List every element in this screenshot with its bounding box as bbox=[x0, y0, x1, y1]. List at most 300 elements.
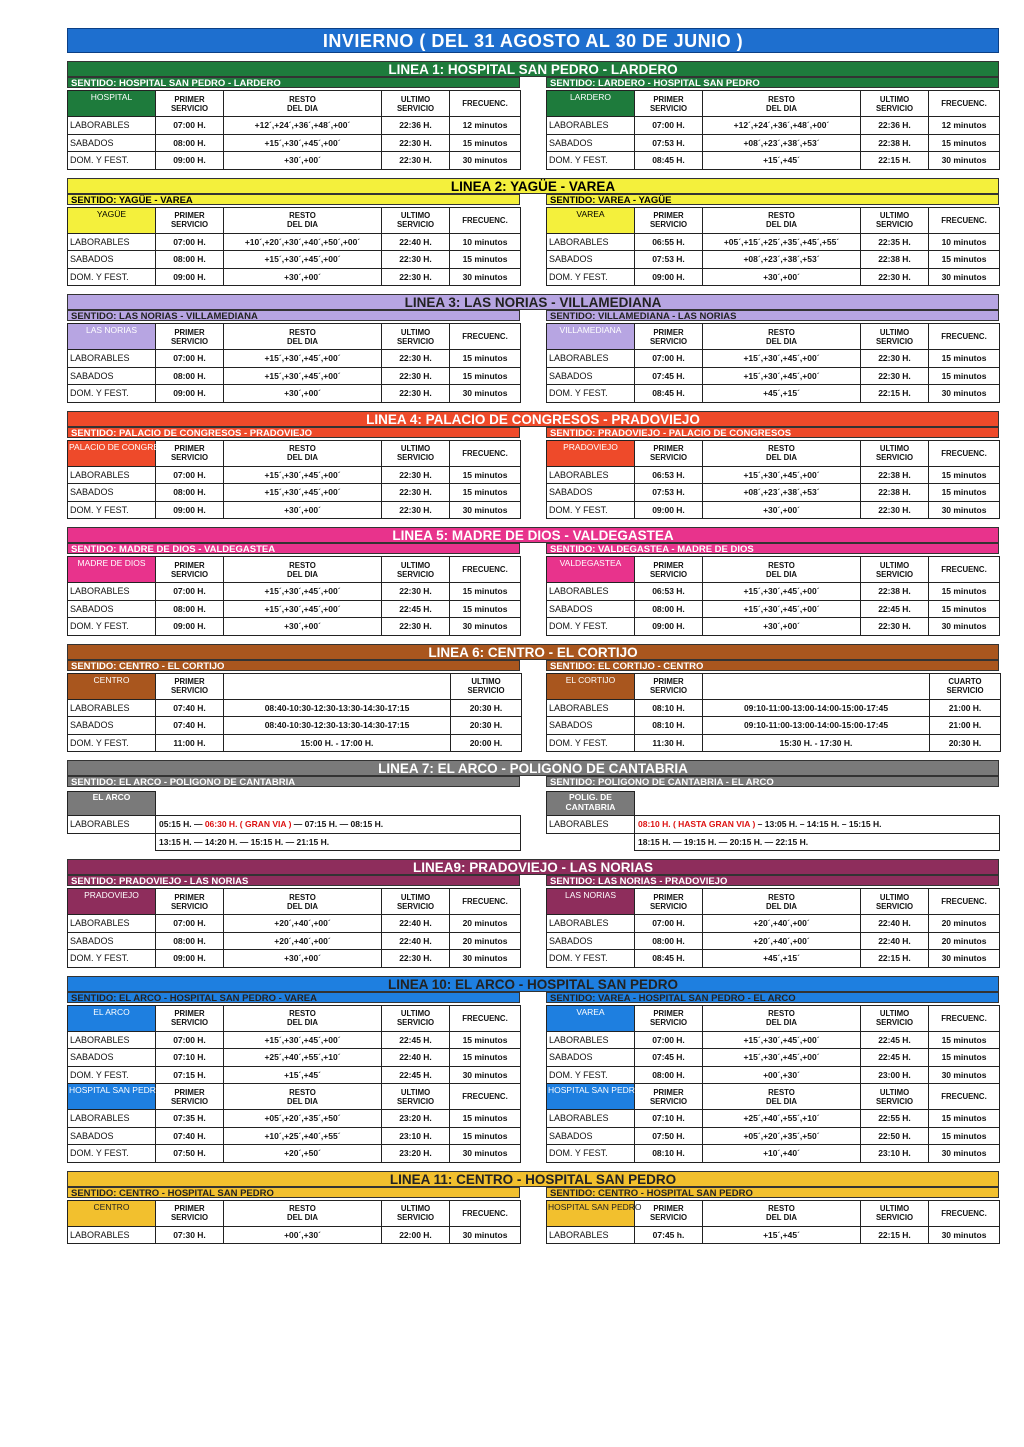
last-service: 22:30 H. bbox=[382, 950, 450, 968]
schedule-table bbox=[67, 673, 522, 753]
stop-name: VALDEGASTEA bbox=[547, 557, 635, 583]
schedule-row bbox=[68, 1066, 521, 1084]
header-row bbox=[68, 1200, 521, 1226]
last-service: 22:15 H. bbox=[861, 1226, 929, 1244]
first-service: 11:30 H. bbox=[635, 734, 703, 752]
direction-b bbox=[546, 1187, 999, 1245]
rest-of-day: +12´,+24´,+36´,+48´,+00´ bbox=[703, 117, 861, 135]
stop-name: VAREA bbox=[547, 1005, 635, 1031]
schedule-row bbox=[68, 367, 521, 385]
header-frecuencia: FRECUENC. bbox=[929, 440, 1000, 466]
last-service: 22:38 H. bbox=[861, 583, 929, 601]
direction-label: SENTIDO: LAS NORIAS - VILLAMEDIANA bbox=[67, 310, 520, 321]
schedule-table bbox=[67, 556, 521, 636]
frequency: 15 minutos bbox=[450, 484, 521, 502]
direction-label: SENTIDO: EL ARCO - POLIGONO DE CANTABRIA bbox=[67, 776, 520, 787]
header-resto: RESTO DEL DIA bbox=[224, 1084, 382, 1110]
schedule-row bbox=[68, 950, 521, 968]
first-service: 08:00 H. bbox=[156, 251, 224, 269]
day-type: DOM. Y FEST. bbox=[68, 501, 156, 519]
line-section-l4 bbox=[67, 411, 999, 520]
header-row bbox=[68, 91, 521, 117]
header-primer: PRIMER SERVICIO bbox=[156, 91, 224, 117]
rest-of-day: +05´,+20´,+35´,+50´ bbox=[703, 1127, 861, 1145]
direction-b bbox=[546, 543, 999, 636]
schedule-row bbox=[547, 233, 1000, 251]
schedule-row bbox=[68, 734, 522, 752]
first-service: 07:35 H. bbox=[156, 1110, 224, 1128]
stop-name: LAS NORIAS bbox=[547, 889, 635, 915]
frequency: 15 minutos bbox=[450, 583, 521, 601]
header-ultimo: ULTIMO SERVICIO bbox=[451, 673, 522, 699]
directions bbox=[67, 194, 999, 287]
schedule-row bbox=[68, 833, 521, 851]
stop-name: CENTRO bbox=[68, 673, 156, 699]
day-type: LABORABLES bbox=[547, 816, 635, 834]
rest-of-day: +15´,+45´ bbox=[703, 152, 861, 170]
line-section-l3 bbox=[67, 294, 999, 403]
header-resto: RESTO DEL DIA bbox=[703, 440, 861, 466]
day-type: LABORABLES bbox=[547, 117, 635, 135]
blank bbox=[68, 833, 156, 851]
schedule-row bbox=[68, 600, 521, 618]
first-service: 07:00 H. bbox=[156, 466, 224, 484]
stop-name: HOSPITAL SAN PEDRO bbox=[68, 1084, 156, 1110]
line-title: LINEA 1: HOSPITAL SAN PEDRO - LARDERO bbox=[67, 61, 999, 77]
header-blank bbox=[703, 673, 930, 699]
day-type: LABORABLES bbox=[68, 1110, 156, 1128]
schedule-row bbox=[547, 350, 1000, 368]
header-ultimo: ULTIMO SERVICIO bbox=[861, 1200, 929, 1226]
frequency: 15 minutos bbox=[450, 251, 521, 269]
header-ultimo: ULTIMO SERVICIO bbox=[861, 889, 929, 915]
header-row bbox=[547, 673, 1001, 699]
last-service: 22:30 H. bbox=[382, 367, 450, 385]
frequency: 15 minutos bbox=[929, 1049, 1000, 1067]
last-service: 22:00 H. bbox=[382, 1226, 450, 1244]
stop-name: PRADOVIEJO bbox=[68, 889, 156, 915]
day-type: SABADOS bbox=[68, 367, 156, 385]
header-primer: PRIMER SERVICIO bbox=[156, 207, 224, 233]
schedule-table bbox=[546, 440, 1000, 520]
first-service: 09:00 H. bbox=[635, 268, 703, 286]
schedule-row bbox=[68, 466, 521, 484]
day-type: LABORABLES bbox=[68, 117, 156, 135]
schedule-table bbox=[67, 1005, 521, 1163]
stop-name: VAREA bbox=[547, 207, 635, 233]
frequency: 20 minutos bbox=[929, 915, 1000, 933]
departures: 08:40-10:30-12:30-13:30-14:30-17:15 bbox=[224, 699, 451, 717]
header-frecuencia: FRECUENC. bbox=[450, 557, 521, 583]
header-frecuencia: FRECUENC. bbox=[929, 1084, 1000, 1110]
frequency: 15 minutos bbox=[929, 484, 1000, 502]
direction-label: SENTIDO: PRADOVIEJO - PALACIO DE CONGRESOS bbox=[546, 427, 999, 438]
first-service: 08:00 H. bbox=[156, 600, 224, 618]
header-ultimo: ULTIMO SERVICIO bbox=[861, 440, 929, 466]
schedule-table bbox=[67, 90, 521, 170]
last-service: 22:50 H. bbox=[861, 1127, 929, 1145]
blank bbox=[635, 792, 1000, 816]
schedule-row bbox=[68, 1110, 521, 1128]
last-service: 22:30 H. bbox=[382, 484, 450, 502]
day-type: DOM. Y FEST. bbox=[547, 734, 635, 752]
stop-name: YAGÜE bbox=[68, 207, 156, 233]
line-section-l10 bbox=[67, 976, 999, 1163]
line-title: LINEA 6: CENTRO - EL CORTIJO bbox=[67, 644, 999, 660]
day-type: LABORABLES bbox=[547, 350, 635, 368]
schedule-row bbox=[68, 501, 521, 519]
day-type: DOM. Y FEST. bbox=[547, 385, 635, 403]
first-service: 09:00 H. bbox=[156, 950, 224, 968]
frequency: 30 minutos bbox=[929, 385, 1000, 403]
direction-label: SENTIDO: MADRE DE DIOS - VALDEGASTEA bbox=[67, 543, 520, 554]
directions bbox=[67, 660, 999, 753]
day-type: SABADOS bbox=[547, 367, 635, 385]
header-frecuencia: FRECUENC. bbox=[450, 324, 521, 350]
day-type: DOM. Y FEST. bbox=[68, 618, 156, 636]
last-service: 22:45 H. bbox=[382, 600, 450, 618]
frequency: 30 minutos bbox=[929, 618, 1000, 636]
rest-of-day: +30´,+00´ bbox=[703, 501, 861, 519]
frequency: 15 minutos bbox=[450, 350, 521, 368]
blank bbox=[156, 792, 521, 816]
header-primer: PRIMER SERVICIO bbox=[635, 1005, 703, 1031]
frequency: 15 minutos bbox=[929, 1110, 1000, 1128]
direction-label: SENTIDO: POLIGONO DE CANTABRIA - EL ARCO bbox=[546, 776, 999, 787]
rest-of-day: +20´,+40´,+00´ bbox=[224, 932, 382, 950]
header-resto: RESTO DEL DIA bbox=[224, 557, 382, 583]
header-row bbox=[547, 1005, 1000, 1031]
direction-a bbox=[67, 194, 520, 287]
frequency: 30 minutos bbox=[929, 1066, 1000, 1084]
day-type: DOM. Y FEST. bbox=[547, 501, 635, 519]
last-service: 22:15 H. bbox=[861, 950, 929, 968]
frequency: 15 minutos bbox=[929, 583, 1000, 601]
first-service: 09:00 H. bbox=[156, 618, 224, 636]
day-type: SABADOS bbox=[68, 1127, 156, 1145]
header-resto: RESTO DEL DIA bbox=[703, 324, 861, 350]
direction-a bbox=[67, 543, 520, 636]
day-type: LABORABLES bbox=[547, 1110, 635, 1128]
line-section-l6 bbox=[67, 644, 999, 753]
frequency: 30 minutos bbox=[929, 501, 1000, 519]
schedule-table bbox=[67, 207, 521, 287]
last-service: 21:00 H. bbox=[930, 699, 1001, 717]
direction-b bbox=[546, 776, 999, 851]
direction-label: SENTIDO: PALACIO DE CONGRESOS - PRADOVIEJO bbox=[67, 427, 520, 438]
schedule-row bbox=[68, 1031, 521, 1049]
schedule-row bbox=[547, 385, 1000, 403]
departures: 08:10 H. ( HASTA GRAN VIA ) – 13:05 H. – 14:15 H. – 15:15 H. bbox=[635, 816, 1000, 834]
frequency: 15 minutos bbox=[450, 1110, 521, 1128]
header-resto: RESTO DEL DIA bbox=[224, 889, 382, 915]
directions bbox=[67, 992, 999, 1163]
last-service: 22:30 H. bbox=[382, 466, 450, 484]
first-service: 08:10 H. bbox=[635, 717, 703, 735]
header-frecuencia: FRECUENC. bbox=[450, 1005, 521, 1031]
first-service: 08:00 H. bbox=[156, 932, 224, 950]
header-resto: RESTO DEL DIA bbox=[703, 1005, 861, 1031]
frequency: 15 minutos bbox=[929, 251, 1000, 269]
header-row bbox=[547, 440, 1000, 466]
line-title: LINEA 10: EL ARCO - HOSPITAL SAN PEDRO bbox=[67, 976, 999, 992]
rest-of-day: +30´,+00´ bbox=[703, 268, 861, 286]
last-service: 22:38 H. bbox=[861, 251, 929, 269]
first-service: 07:00 H. bbox=[635, 915, 703, 933]
header-primer: PRIMER SERVICIO bbox=[156, 673, 224, 699]
frequency: 15 minutos bbox=[929, 367, 1000, 385]
schedule-row bbox=[547, 1145, 1000, 1163]
direction-label: SENTIDO: CENTRO - EL CORTIJO bbox=[67, 660, 520, 671]
direction-a bbox=[67, 310, 520, 403]
last-service: 20:30 H. bbox=[451, 717, 522, 735]
schedule-row bbox=[68, 932, 521, 950]
rest-of-day: +10´,+40´ bbox=[703, 1145, 861, 1163]
header-primer: PRIMER SERVICIO bbox=[635, 207, 703, 233]
line-section-l7 bbox=[67, 760, 999, 851]
header-primer: PRIMER SERVICIO bbox=[635, 889, 703, 915]
direction-a bbox=[67, 660, 520, 753]
day-type: SABADOS bbox=[547, 251, 635, 269]
day-type: SABADOS bbox=[68, 600, 156, 618]
direction-label: SENTIDO: EL CORTIJO - CENTRO bbox=[546, 660, 999, 671]
schedule-row bbox=[68, 816, 521, 834]
header-frecuencia: FRECUENC. bbox=[929, 91, 1000, 117]
header-frecuencia: FRECUENC. bbox=[450, 1200, 521, 1226]
header-row bbox=[68, 792, 521, 816]
header-resto: RESTO DEL DIA bbox=[224, 440, 382, 466]
last-service: 20:30 H. bbox=[930, 734, 1001, 752]
stop-name: CENTRO bbox=[68, 1200, 156, 1226]
schedule-row bbox=[68, 233, 521, 251]
first-service: 08:45 H. bbox=[635, 950, 703, 968]
day-type: LABORABLES bbox=[68, 699, 156, 717]
header-row bbox=[547, 889, 1000, 915]
day-type: LABORABLES bbox=[68, 583, 156, 601]
schedule-row bbox=[547, 501, 1000, 519]
header-ultimo: CUARTO SERVICIO bbox=[930, 673, 1001, 699]
directions bbox=[67, 543, 999, 636]
line-section-l11 bbox=[67, 1171, 999, 1245]
header-frecuencia: FRECUENC. bbox=[450, 889, 521, 915]
direction-label: SENTIDO: PRADOVIEJO - LAS NORIAS bbox=[67, 875, 520, 886]
day-type: LABORABLES bbox=[68, 915, 156, 933]
frequency: 20 minutos bbox=[450, 932, 521, 950]
first-service: 08:00 H. bbox=[156, 484, 224, 502]
day-type: DOM. Y FEST. bbox=[547, 268, 635, 286]
last-service: 22:45 H. bbox=[861, 1031, 929, 1049]
day-type: SABADOS bbox=[68, 484, 156, 502]
day-type: LABORABLES bbox=[547, 915, 635, 933]
header-row bbox=[547, 324, 1000, 350]
frequency: 30 minutos bbox=[450, 1145, 521, 1163]
rest-of-day: +08´,+23´,+38´,+53´ bbox=[703, 134, 861, 152]
schedule-row bbox=[547, 466, 1000, 484]
schedule-row bbox=[68, 1127, 521, 1145]
first-service: 07:45 H. bbox=[635, 367, 703, 385]
schedule-row bbox=[68, 1145, 521, 1163]
last-service: 22:36 H. bbox=[861, 117, 929, 135]
last-service: 22:45 H. bbox=[382, 1066, 450, 1084]
rest-of-day: +15´,+30´,+45´,+00´ bbox=[703, 1049, 861, 1067]
first-service: 08:00 H. bbox=[156, 367, 224, 385]
departures: 15:30 H. - 17:30 H. bbox=[703, 734, 930, 752]
last-service: 22:38 H. bbox=[861, 134, 929, 152]
line-section-l5 bbox=[67, 527, 999, 636]
rest-of-day: +30´,+00´ bbox=[224, 385, 382, 403]
last-service: 22:30 H. bbox=[382, 152, 450, 170]
rest-of-day: +30´,+00´ bbox=[224, 268, 382, 286]
schedule-row bbox=[547, 717, 1001, 735]
stop-name: EL ARCO bbox=[68, 1005, 156, 1031]
rest-of-day: +15´,+30´,+45´,+00´ bbox=[703, 466, 861, 484]
direction-a bbox=[67, 875, 520, 968]
first-service: 09:00 H. bbox=[156, 152, 224, 170]
line-title: LINEA 11: CENTRO - HOSPITAL SAN PEDRO bbox=[67, 1171, 999, 1187]
header-resto: RESTO DEL DIA bbox=[703, 557, 861, 583]
rest-of-day: +05´,+15´,+25´,+35´,+45´,+55´ bbox=[703, 233, 861, 251]
direction-label: SENTIDO: CENTRO - HOSPITAL SAN PEDRO bbox=[67, 1187, 520, 1198]
direction-label: SENTIDO: YAGÜE - VAREA bbox=[67, 194, 520, 205]
header-primer: PRIMER SERVICIO bbox=[156, 889, 224, 915]
direction-b bbox=[546, 77, 999, 170]
direction-label: SENTIDO: VAREA - YAGÜE bbox=[546, 194, 999, 205]
blank bbox=[547, 833, 635, 851]
line-section-l9 bbox=[67, 859, 999, 968]
last-service: 22:30 H. bbox=[382, 618, 450, 636]
frequency: 30 minutos bbox=[450, 152, 521, 170]
direction-b bbox=[546, 875, 999, 968]
schedule-table bbox=[546, 207, 1000, 287]
frequency: 20 minutos bbox=[929, 932, 1000, 950]
first-service: 07:00 H. bbox=[156, 915, 224, 933]
day-type: DOM. Y FEST. bbox=[547, 1066, 635, 1084]
day-type: LABORABLES bbox=[547, 1226, 635, 1244]
rest-of-day: +30´,+00´ bbox=[224, 501, 382, 519]
last-service: 20:00 H. bbox=[451, 734, 522, 752]
header-resto: RESTO DEL DIA bbox=[703, 1200, 861, 1226]
frequency: 30 minutos bbox=[929, 1145, 1000, 1163]
direction-label: SENTIDO: VAREA - HOSPITAL SAN PEDRO - EL ARCO bbox=[546, 992, 999, 1003]
frequency: 15 minutos bbox=[450, 1031, 521, 1049]
last-service: 22:40 H. bbox=[861, 932, 929, 950]
rest-of-day: +20´,+50´ bbox=[224, 1145, 382, 1163]
header-row bbox=[68, 207, 521, 233]
day-type: SABADOS bbox=[68, 717, 156, 735]
first-service: 06:55 H. bbox=[635, 233, 703, 251]
schedule-table bbox=[546, 791, 1000, 851]
last-service: 22:15 H. bbox=[861, 385, 929, 403]
header-row bbox=[547, 792, 1000, 816]
first-service: 09:00 H. bbox=[635, 501, 703, 519]
rest-of-day: +15´,+30´,+45´,+00´ bbox=[224, 600, 382, 618]
directions bbox=[67, 1187, 999, 1245]
frequency: 30 minutos bbox=[450, 268, 521, 286]
header-ultimo: ULTIMO SERVICIO bbox=[382, 1200, 450, 1226]
first-service: 07:53 H. bbox=[635, 134, 703, 152]
first-service: 08:00 H. bbox=[156, 134, 224, 152]
rest-of-day: +15´,+45´ bbox=[703, 1226, 861, 1244]
day-type: SABADOS bbox=[547, 484, 635, 502]
day-type: LABORABLES bbox=[68, 466, 156, 484]
frequency: 30 minutos bbox=[450, 950, 521, 968]
last-service: 22:35 H. bbox=[861, 233, 929, 251]
header-row bbox=[68, 324, 521, 350]
last-service: 20:30 H. bbox=[451, 699, 522, 717]
direction-a bbox=[67, 427, 520, 520]
schedule-row bbox=[547, 734, 1001, 752]
line-title: LINEA 2: YAGÜE - VAREA bbox=[67, 178, 999, 194]
first-service: 06:53 H. bbox=[635, 583, 703, 601]
header-primer: PRIMER SERVICIO bbox=[156, 1200, 224, 1226]
header-row bbox=[68, 889, 521, 915]
rest-of-day: +15´,+30´,+45´,+00´ bbox=[703, 1031, 861, 1049]
schedule-row bbox=[68, 915, 521, 933]
last-service: 22:55 H. bbox=[861, 1110, 929, 1128]
last-service: 22:30 H. bbox=[382, 251, 450, 269]
first-service: 07:15 H. bbox=[156, 1066, 224, 1084]
day-type: LABORABLES bbox=[68, 816, 156, 834]
line-title: LINEA9: PRADOVIEJO - LAS NORIAS bbox=[67, 859, 999, 875]
first-service: 06:53 H. bbox=[635, 466, 703, 484]
header-primer: PRIMER SERVICIO bbox=[635, 557, 703, 583]
header-primer: PRIMER SERVICIO bbox=[156, 324, 224, 350]
header-row bbox=[68, 557, 521, 583]
frequency: 30 minutos bbox=[929, 950, 1000, 968]
first-service: 11:00 H. bbox=[156, 734, 224, 752]
header-resto: RESTO DEL DIA bbox=[224, 1005, 382, 1031]
header-resto: RESTO DEL DIA bbox=[224, 324, 382, 350]
frequency: 15 minutos bbox=[929, 1031, 1000, 1049]
directions bbox=[67, 77, 999, 170]
schedule-row bbox=[547, 583, 1000, 601]
first-service: 07:10 H. bbox=[156, 1049, 224, 1067]
last-service: 22:30 H. bbox=[382, 268, 450, 286]
header-ultimo: ULTIMO SERVICIO bbox=[382, 324, 450, 350]
header-ultimo: ULTIMO SERVICIO bbox=[861, 91, 929, 117]
day-type: LABORABLES bbox=[547, 583, 635, 601]
schedule-row bbox=[547, 268, 1000, 286]
last-service: 22:40 H. bbox=[861, 915, 929, 933]
schedule-row bbox=[547, 1127, 1000, 1145]
day-type: SABADOS bbox=[547, 134, 635, 152]
last-service: 23:20 H. bbox=[382, 1110, 450, 1128]
line-title: LINEA 5: MADRE DE DIOS - VALDEGASTEA bbox=[67, 527, 999, 543]
schedule-table bbox=[67, 888, 521, 968]
timetable-page bbox=[67, 28, 999, 1244]
rest-of-day: +15´,+30´,+45´,+00´ bbox=[224, 134, 382, 152]
schedule-table bbox=[67, 791, 521, 851]
frequency: 30 minutos bbox=[450, 1226, 521, 1244]
day-type: LABORABLES bbox=[68, 233, 156, 251]
first-service: 07:00 H. bbox=[635, 1031, 703, 1049]
frequency: 30 minutos bbox=[450, 385, 521, 403]
schedule-row bbox=[547, 699, 1001, 717]
header-row bbox=[68, 440, 521, 466]
day-type: DOM. Y FEST. bbox=[547, 950, 635, 968]
rest-of-day: +45´,+15´ bbox=[703, 385, 861, 403]
last-service: 22:45 H. bbox=[382, 1031, 450, 1049]
header-resto: RESTO DEL DIA bbox=[703, 207, 861, 233]
day-type: SABADOS bbox=[68, 932, 156, 950]
frequency: 15 minutos bbox=[929, 466, 1000, 484]
direction-label: SENTIDO: HOSPITAL SAN PEDRO - LARDERO bbox=[67, 77, 520, 88]
rest-of-day: +12´,+24´,+36´,+48´,+00´ bbox=[224, 117, 382, 135]
header-ultimo: ULTIMO SERVICIO bbox=[382, 207, 450, 233]
day-type: LABORABLES bbox=[547, 466, 635, 484]
header-frecuencia: FRECUENC. bbox=[929, 207, 1000, 233]
last-service: 22:40 H. bbox=[382, 1049, 450, 1067]
